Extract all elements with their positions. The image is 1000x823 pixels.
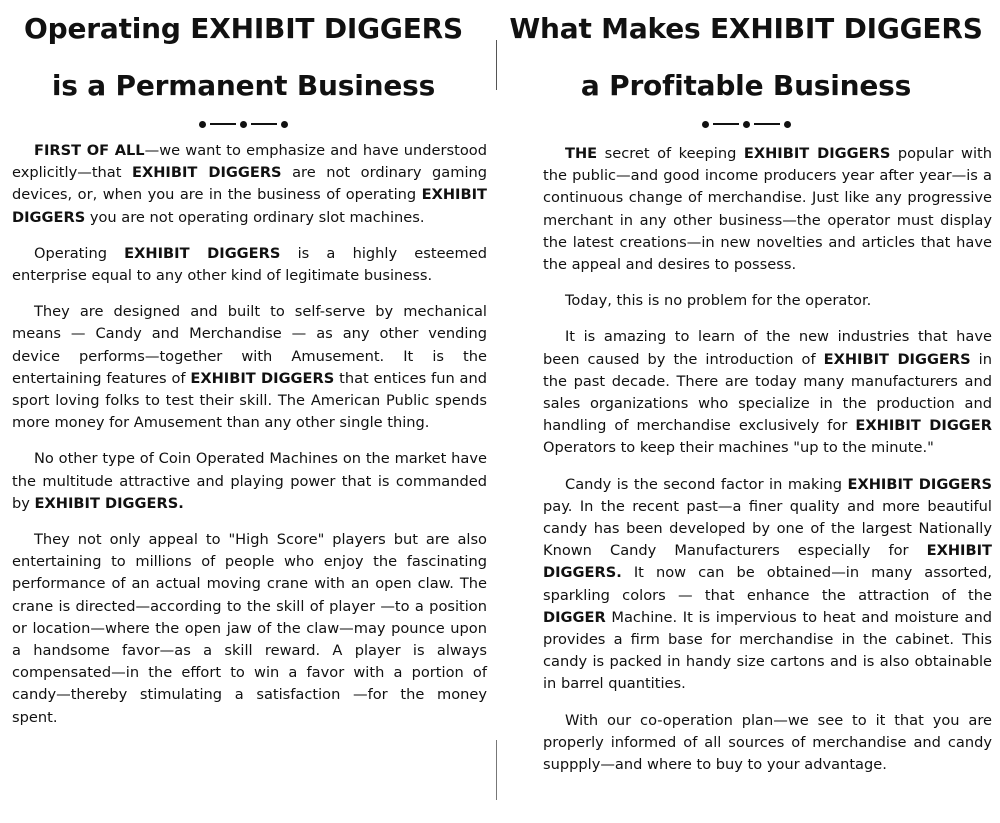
right-body <box>543 143 992 790</box>
left-paragraph <box>12 140 487 229</box>
text-run: Operators to keep their machines "up to the minute." <box>543 439 934 457</box>
right-paragraph <box>543 710 992 777</box>
left-body <box>12 140 487 743</box>
text-run: popular with the public—and good income producers year after year—is a continuous change of merchandise. Just like any progressive merchant in any other business—the operator must display the latest creations—in new novelties and articles that have the appeal and desires to possess. <box>543 145 992 274</box>
right-page <box>500 0 992 823</box>
text-run: you are not operating ordinary slot machines. <box>85 208 425 226</box>
text-run: Operating <box>34 244 125 262</box>
text-run: They are designed and built to self-serve by mechanical means — Candy and Merchandise — as any other vending device performs—together with Amusement. It is the entertaining features of <box>12 303 487 387</box>
right-paragraph <box>543 326 992 459</box>
text-run: Machine. It is impervious to heat and moisture and provides a firm base for merchandise in the cabinet. This candy is packed in handy size cartons and is also obtainable in barrel quantities. <box>543 608 992 693</box>
right-ornament-divider <box>500 112 992 136</box>
text-run: in the past decade. There are today many manufacturers and sales organizations who specialize in the production and handling of merchandise exclusively for <box>543 350 992 435</box>
text-run: Candy is the second factor in making <box>565 475 848 493</box>
text-run: pay. In the recent past—a finer quality and more beautiful candy has been developed by one of the largest Nationally Known Candy Manufacturers especially for <box>543 497 992 560</box>
right-title-line-2: a Profitable Business <box>580 69 912 102</box>
right-paragraph <box>543 290 992 312</box>
bold-text-run: EXHIBIT DIGGERS <box>847 475 993 493</box>
page-fold-line <box>496 740 497 800</box>
bold-text-run: EXHIBIT DIGGERS. <box>543 542 992 582</box>
bold-text-run: EXHIBIT DIGGERS <box>743 145 891 162</box>
text-run: Today, this is no problem for the operator. <box>565 292 872 310</box>
left-paragraph <box>12 301 487 434</box>
bold-text-run: EXHIBIT DIGGERS <box>190 369 335 387</box>
text-run: are not ordinary gaming devices, or, when you are in the business of operating <box>12 164 488 204</box>
text-run: It is amazing to learn of the new industries that have been caused by the introduction of <box>543 328 992 368</box>
left-paragraph <box>12 529 487 729</box>
left-title-line-2: is a Permanent Business <box>51 69 436 102</box>
left-title-line-1: Operating EXHIBIT DIGGERS <box>24 12 463 45</box>
right-title-line-1: What Makes EXHIBIT DIGGERS <box>509 12 983 45</box>
bold-text-run: THE <box>565 145 598 162</box>
bold-text-run: EXHIBIT DIGGER <box>855 417 992 435</box>
right-paragraph <box>543 474 992 696</box>
text-run: is a highly esteemed enterprise equal to any other kind of legitimate business. <box>12 244 487 285</box>
page-fold-line <box>496 40 497 90</box>
right-paragraph <box>543 143 992 276</box>
left-paragraph <box>12 243 487 287</box>
text-run: secret of keeping <box>597 145 744 162</box>
text-run: No other type of Coin Operated Machines on the market have the multitude attractive and playing power that is commanded by <box>12 450 487 512</box>
bold-text-run: EXHIBIT DIGGERS <box>124 244 281 262</box>
text-run: that entices fun and sport loving folks to test their skill. The American Public spends more money for Amusement than any other single thing. <box>12 369 487 432</box>
text-run: They not only appeal to "High Score" players but are also entertaining to millions of people who enjoy the fascinating performance of an actual moving crane with an open claw. The crane is directed—according to the skill of player —to a position or location—where the open jaw of the claw—may pounce upon a handsome favor—as a skill reward. A player is always compensated—in the effort to win a favor with a portion of candy—thereby stimulating a satisfaction —for the money spent. <box>12 531 487 726</box>
left-paragraph <box>12 448 487 515</box>
bold-text-run: EXHIBIT DIGGERS <box>12 186 487 226</box>
left-ornament-divider <box>0 112 487 136</box>
text-run: —we want to emphasize and have understood explicitly—that <box>12 142 487 182</box>
bold-text-run: EXHIBIT DIGGERS <box>823 350 971 368</box>
bold-text-run: EXHIBIT DIGGERS. <box>34 494 184 512</box>
bold-text-run: DIGGER <box>543 608 606 626</box>
text-run: It now can be obtained—in many assorted, sparkling colors — that enhance the attraction of the <box>543 564 992 604</box>
bold-text-run: EXHIBIT DIGGERS <box>132 164 282 182</box>
bold-text-run: FIRST OF ALL <box>34 142 145 159</box>
left-page <box>0 0 487 823</box>
text-run: With our co-operation plan—we see to it that you are properly informed of all sources of merchandise and candy suppply—and where to buy to your advantage. <box>543 711 992 774</box>
